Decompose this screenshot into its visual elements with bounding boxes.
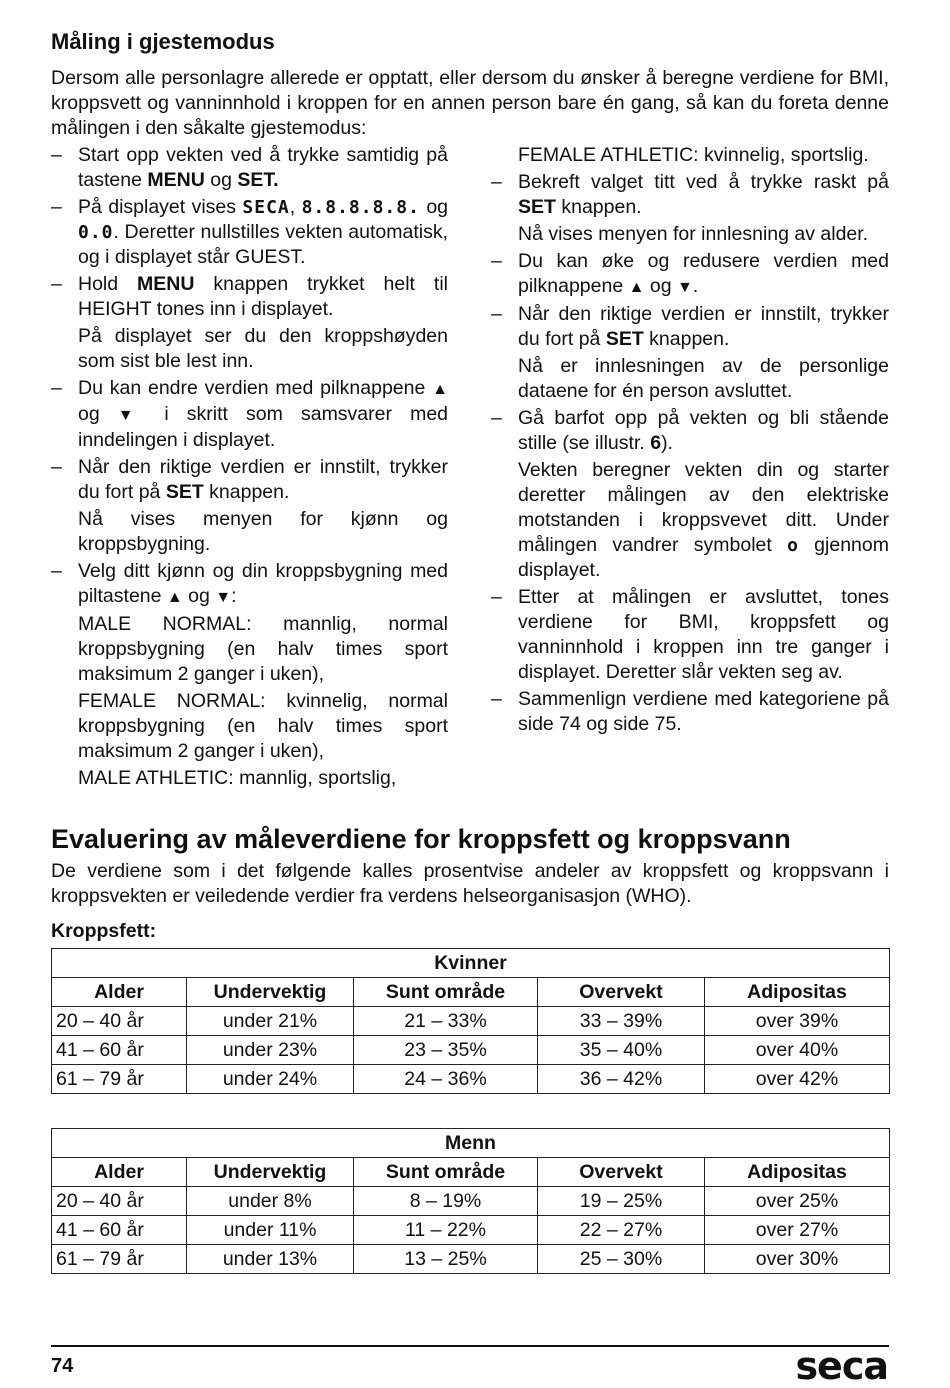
header-underweight: Undervektig — [187, 1158, 354, 1187]
step-hold-menu-note: På displayet ser du den kroppshøyden som sist ble lest inn. — [78, 325, 448, 372]
step-start: – Start opp vekten ved å trykke samtidig på tastene MENU og SET. — [51, 143, 448, 193]
segment-display-eights: 8.8.8.8.8. — [301, 197, 420, 218]
left-column — [51, 143, 448, 793]
header-overweight: Overvekt — [538, 978, 705, 1007]
intro-paragraph: Dersom alle personlagre allerede er opptatt, eller dersom du ønsker å beregne verdiene for BMI, kroppsvett og vanninnhold i kroppen for en annen person bare én gang, så kan du foreta denne målingen i den såkalte gjestemodus: — [51, 67, 889, 139]
arrow-up-icon: ▲ — [432, 381, 448, 398]
section-title-evaluation: Evaluering av måleverdiene for kroppsfett og kroppsvann — [51, 824, 791, 854]
table-row: 20 – 40 år under 8% 8 – 19% 19 – 25% over 25% — [52, 1187, 890, 1216]
step-step-on-scale-note: Vekten beregner vekten din og starter deretter målingen av den elektriske motstanden i kroppsvevet ditt. Under målingen vandrer symbolet o gjennom displayet. — [518, 459, 889, 581]
step-compare: – Sammenlign verdiene med kategoriene på side 74 og side 75. — [491, 687, 889, 737]
segment-display-zero: 0.0 — [78, 222, 114, 243]
step-confirm: – Bekreft valget titt ved å trykke raskt på SET knappen. — [491, 170, 889, 220]
step-press-set-age: – Når den riktige verdien er innstilt, trykker du fort på SET knappen. — [491, 302, 889, 352]
table-title-men: Menn — [52, 1129, 890, 1158]
header-adiposity: Adipositas — [705, 978, 890, 1007]
section-title-guest-mode: Måling i gjestemodus — [51, 29, 275, 54]
arrow-up-icon: ▲ — [628, 279, 645, 296]
header-adiposity: Adipositas — [705, 1158, 890, 1187]
header-healthy: Sunt område — [354, 1158, 538, 1187]
table-row: 61 – 79 år under 13% 13 – 25% 25 – 30% over 30% — [52, 1245, 890, 1274]
page-content — [51, 24, 889, 1274]
step-confirm-note: Nå vises menyen for innlesning av alder. — [518, 223, 869, 245]
arrow-down-icon: ▼ — [676, 279, 693, 296]
step-step-on-scale: – Gå barfot opp på vekten og bli stående stille (se illustr. 6). — [491, 406, 889, 456]
women-body-fat-table — [51, 948, 890, 1094]
table-row: 61 – 79 år under 24% 24 – 36% 36 – 42% over 42% — [52, 1065, 890, 1094]
body-fat-subtitle: Kroppsfett: — [51, 920, 157, 942]
step-choose-gender: – Velg ditt kjønn og din kroppsbygning med piltastene ▲ og ▼: — [51, 559, 448, 610]
step-hold-menu: – Hold MENU knappen trykket helt til HEIGHT tones inn i displayet. — [51, 272, 448, 322]
right-column — [491, 143, 889, 793]
step-press-set-age-note: Nå er innlesningen av de personlige dataene for én person avsluttet. — [518, 355, 889, 402]
step-display: – På displayet vises SECA, 8.8.8.8.8. og 0.0. Deretter nullstilles vekten automatisk, og i displayet står GUEST. — [51, 195, 448, 270]
seca-logo: seca — [795, 1344, 888, 1388]
table-title-women: Kvinner — [52, 949, 890, 978]
men-body-fat-table — [51, 1128, 890, 1274]
footer-divider — [51, 1345, 889, 1347]
step-results: – Etter at målingen er avsluttet, tones verdiene for BMI, kroppsfett og vanninnhold i kroppen inn tre ganger i displayet. Deretter slår vekten seg av. — [491, 585, 889, 685]
option-female-normal: FEMALE NORMAL: kvinnelig, normal kroppsbygning (en halv times sport maksimum 2 ganger i uken), — [78, 690, 448, 762]
progress-symbol-icon: o — [787, 535, 799, 556]
option-female-athletic: FEMALE ATHLETIC: kvinnelig, sportslig. — [518, 144, 869, 166]
table-row: 41 – 60 år under 11% 11 – 22% 22 – 27% over 27% — [52, 1216, 890, 1245]
segment-display-seca: SECA — [242, 197, 290, 218]
header-healthy: Sunt område — [354, 978, 538, 1007]
table-row: 20 – 40 år under 21% 21 – 33% 33 – 39% over 39% — [52, 1007, 890, 1036]
arrow-up-icon: ▲ — [166, 589, 183, 606]
arrow-down-icon: ▼ — [215, 589, 232, 606]
option-male-athletic: MALE ATHLETIC: mannlig, sportslig, — [78, 767, 397, 789]
option-male-normal: MALE NORMAL: mannlig, normal kroppsbygning (en halv times sport maksimum 2 ganger i uken), — [78, 613, 448, 685]
table-row: 41 – 60 år under 23% 23 – 35% 35 – 40% over 40% — [52, 1036, 890, 1065]
two-column-instructions — [51, 143, 889, 793]
evaluation-lead: De verdiene som i det følgende kalles prosentvise andeler av kroppsfett og kroppsvann i kroppsvekten er veiledende verdier fra verdens helseorganisasjon (WHO). — [51, 860, 889, 907]
arrow-down-icon: ▼ — [117, 407, 147, 424]
header-age: Alder — [52, 1158, 187, 1187]
header-overweight: Overvekt — [538, 1158, 705, 1187]
header-age: Alder — [52, 978, 187, 1007]
step-press-set: – Når den riktige verdien er innstilt, trykker du fort på SET knappen. — [51, 455, 448, 505]
step-press-set-note: Nå vises menyen for kjønn og kroppsbygning. — [78, 508, 448, 555]
header-underweight: Undervektig — [187, 978, 354, 1007]
page-number: 74 — [51, 1355, 74, 1377]
step-arrow-adjust: – Du kan endre verdien med pilknappene ▲ og ▼ i skritt som samsvarer med inndelingen i displayet. — [51, 376, 448, 453]
step-adjust-age: – Du kan øke og redusere verdien med pilknappene ▲ og ▼. — [491, 249, 889, 300]
